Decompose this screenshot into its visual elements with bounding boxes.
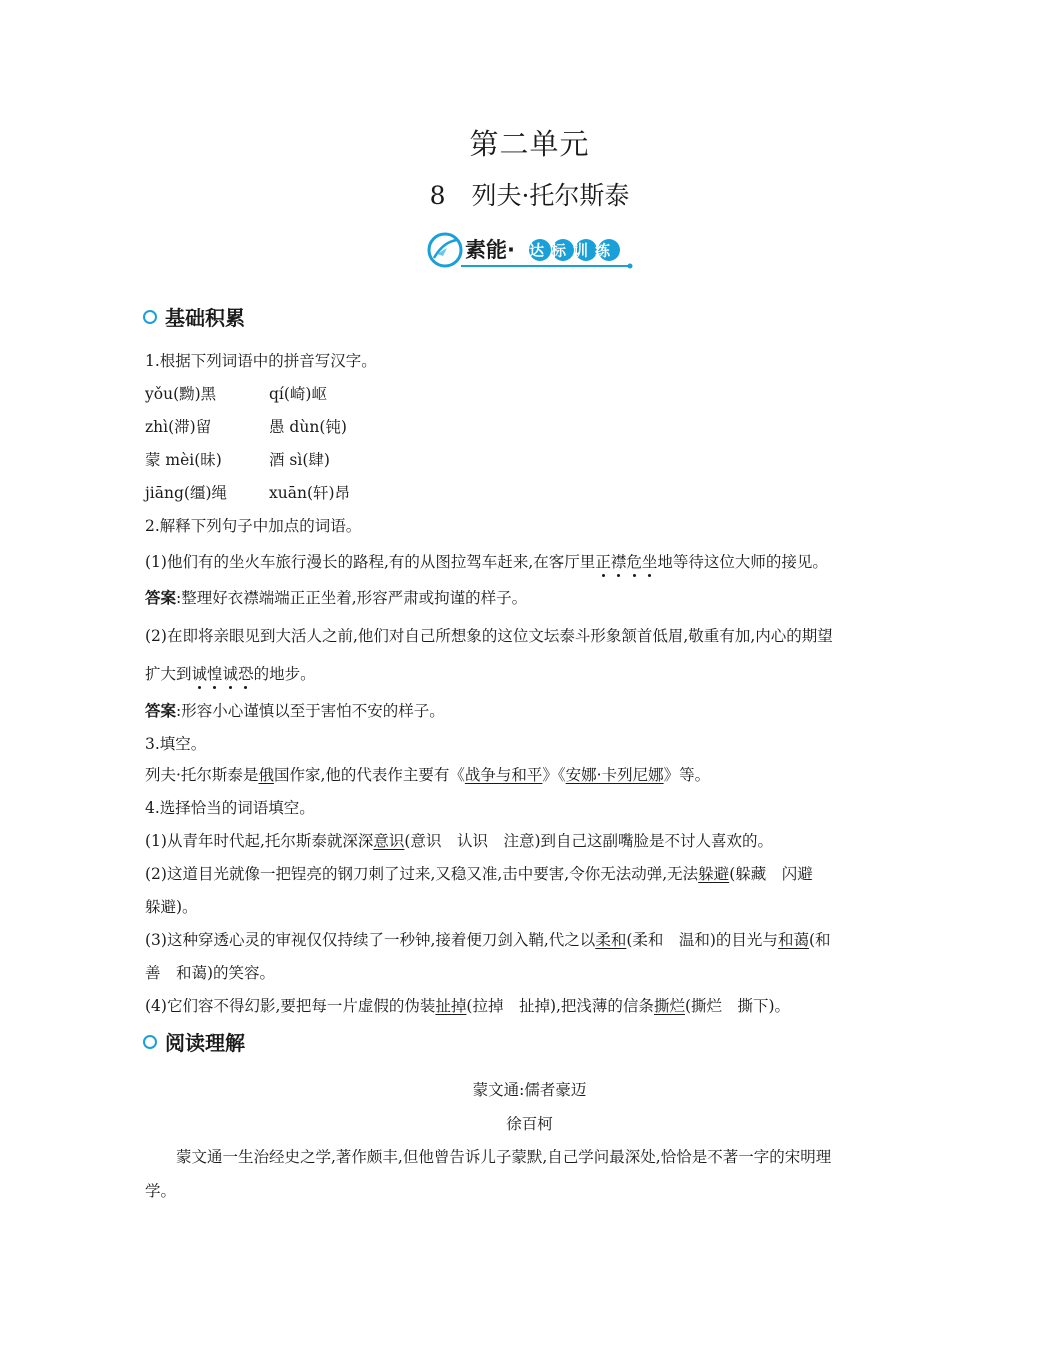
section-title-text: 阅读理解	[165, 1031, 245, 1055]
q1-row: zhì(滞)留 愚 dùn(钝)	[145, 418, 347, 436]
q1-row: 蒙 mèi(昧) 酒 sì(肆)	[145, 451, 330, 469]
dotted-char: 诚	[222, 665, 239, 683]
dotted-char: 襟	[610, 553, 627, 571]
filled-answer: 撕烂	[653, 997, 685, 1015]
filled-answer: 安娜·卡列尼娜	[565, 766, 664, 784]
q2-sentence-2-line2: 扩大到诚惶诚恐的地步。	[145, 665, 316, 683]
article-author: 徐百柯	[506, 1115, 553, 1133]
q4-sentence-3: (3)这种穿透心灵的审视仅仅持续了一秒钟,接着便刀剑入鞘,代之以柔和(柔和 温和)的目光与和蔼(和	[145, 931, 831, 949]
q4-sentence-3-cont: 善 和蔼)的笑容。	[145, 964, 276, 982]
filled-answer: 战争与和平	[464, 766, 543, 784]
filled-answer: 躲避	[698, 865, 730, 883]
dotted-char: 惶	[207, 665, 223, 683]
q2-answer-1: 答案:整理好衣襟端端正正坐着,形容严肃或拘谨的样子。	[145, 589, 528, 607]
filled-answer: 柔和	[595, 931, 627, 949]
article-paragraph-line1: 蒙文通一生治经史之学,著作颇丰,但他曾告诉儿子蒙默,自己学问最深处,恰恰是不著一字的宋明理	[176, 1148, 832, 1166]
answer-label: 答案	[145, 702, 177, 720]
filled-answer: 扯掉	[435, 997, 467, 1015]
q2-sentence-2-line1: (2)在即将亲眼见到大活人之前,他们对自己所想象的这位文坛泰斗形象颔首低眉,敬重有加,内心的期望	[145, 627, 833, 645]
q1-row: yǒu(黝)黑 qí(崎)岖	[145, 385, 327, 403]
banner-sub-text: 达标训练	[529, 241, 618, 260]
section-basic-title	[143, 302, 245, 331]
circle-bullet-icon	[143, 310, 157, 324]
q3-text: 列夫·托尔斯泰是俄国作家,他的代表作主要有《战争与和平》《安娜·卡列尼娜》等。	[145, 766, 711, 784]
lesson-number: 8	[429, 181, 446, 210]
q4-sentence-2-cont: 躲避)。	[145, 898, 198, 916]
dotted-char: 诚	[191, 665, 208, 683]
banner-main-text: 素能·	[465, 238, 515, 262]
q4-sentence-1: (1)从青年时代起,托尔斯泰就深深意识(意识 认识 注意)到自己这副嘴脸是不讨人喜欢的。	[145, 832, 774, 850]
dotted-char: 坐	[641, 553, 658, 571]
dotted-char: 恐	[238, 665, 254, 683]
section-title-text: 基础积累	[165, 306, 245, 330]
answer-label: 答案	[145, 589, 177, 607]
q3-prompt: 3.填空。	[145, 735, 207, 753]
article-paragraph-line2: 学。	[145, 1182, 177, 1200]
q4-sentence-2: (2)这道目光就像一把锃亮的钢刀刺了过来,又稳又准,击中要害,令你无法动弹,无法躲避(躲藏 闪避	[145, 865, 813, 883]
section-reading-title	[143, 1027, 245, 1056]
unit-title: 第二单元	[469, 127, 590, 161]
lesson-title	[0, 176, 1059, 212]
q1-row: jiāng(缰)绳 xuān(轩)昂	[145, 484, 351, 502]
filled-answer: 和蔼	[777, 931, 809, 949]
dotted-char: 正	[595, 553, 611, 571]
q1-prompt: 1.根据下列词语中的拼音写汉字。	[145, 352, 377, 370]
q2-answer-2: 答案:形容小心谨慎以至于害怕不安的样子。	[145, 702, 445, 720]
q4-prompt: 4.选择恰当的词语填空。	[145, 799, 315, 817]
filled-answer: 意识	[373, 832, 405, 850]
circle-bullet-icon	[143, 1035, 157, 1049]
q2-prompt: 2.解释下列句子中加点的词语。	[145, 517, 362, 535]
q4-sentence-4: (4)它们容不得幻影,要把每一片虚假的伪装扯掉(拉掉 扯掉),把浅薄的信条撕烂(撕烂 撕下)。	[145, 997, 791, 1015]
training-banner	[425, 228, 637, 272]
article-title: 蒙文通:儒者豪迈	[472, 1081, 587, 1099]
dotted-char: 危	[626, 553, 642, 571]
banner-graphic	[425, 228, 637, 272]
filled-answer: 俄	[258, 766, 274, 784]
q2-sentence-1: (1)他们有的坐火车旅行漫长的路程,有的从图拉驾车赶来,在客厅里正襟危坐地等待这位大师的接见。	[145, 553, 828, 571]
lesson-title-text: 列夫·托尔斯泰	[471, 181, 630, 210]
